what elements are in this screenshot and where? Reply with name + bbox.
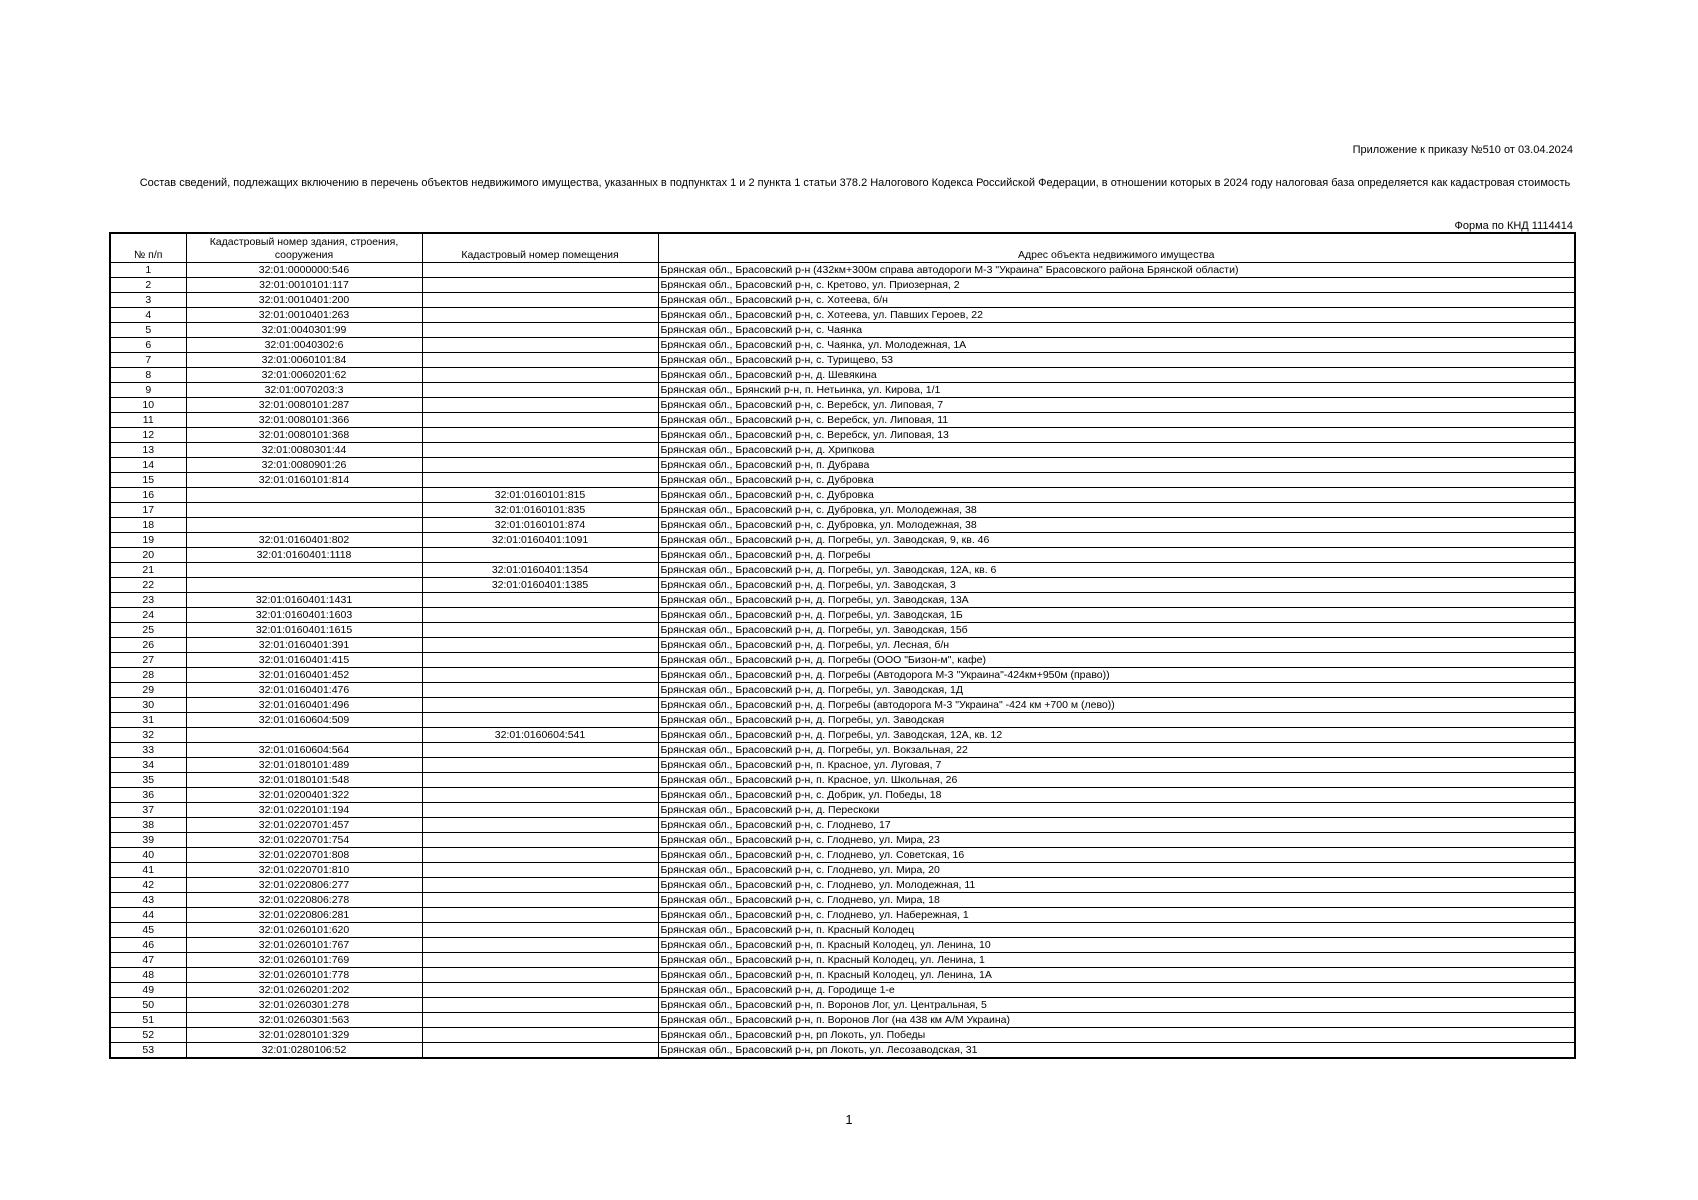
row-number: 30 — [110, 698, 186, 713]
table-row — [110, 368, 1575, 383]
building-cadastral-number: 32:01:0160604:509 — [186, 713, 422, 728]
building-cadastral-number: 32:01:0160604:564 — [186, 743, 422, 758]
table-row — [110, 398, 1575, 413]
building-cadastral-number: 32:01:0260301:278 — [186, 998, 422, 1013]
row-number: 21 — [110, 563, 186, 578]
address: Брянская обл., Брасовский р-н, п. Дубрава — [658, 458, 1575, 473]
table-row — [110, 503, 1575, 518]
premise-cadastral-number — [422, 353, 658, 368]
address: Брянская обл., Брасовский р-н, с. Глоднево, ул. Набережная, 1 — [658, 908, 1575, 923]
premise-cadastral-number — [422, 623, 658, 638]
table-row — [110, 638, 1575, 653]
address: Брянская обл., Брасовский р-н, с. Веребск, ул. Липовая, 11 — [658, 413, 1575, 428]
row-number: 44 — [110, 908, 186, 923]
address: Брянская обл., Брасовский р-н, д. Хрипкова — [658, 443, 1575, 458]
table-row — [110, 968, 1575, 983]
address: Брянская обл., Брасовский р-н, п. Красное, ул. Школьная, 26 — [658, 773, 1575, 788]
table-row — [110, 713, 1575, 728]
premise-cadastral-number — [422, 773, 658, 788]
row-number: 7 — [110, 353, 186, 368]
table-row — [110, 1013, 1575, 1028]
building-cadastral-number: 32:01:0080101:368 — [186, 428, 422, 443]
building-cadastral-number: 32:01:0200401:322 — [186, 788, 422, 803]
row-number: 46 — [110, 938, 186, 953]
table-row — [110, 428, 1575, 443]
row-number: 5 — [110, 323, 186, 338]
table-row — [110, 908, 1575, 923]
premise-cadastral-number — [422, 938, 658, 953]
table-row — [110, 953, 1575, 968]
premise-cadastral-number: 32:01:0160604:541 — [422, 728, 658, 743]
premise-cadastral-number — [422, 398, 658, 413]
appendix-reference: Приложение к приказу №510 от 03.04.2024 — [1352, 144, 1573, 156]
row-number: 51 — [110, 1013, 186, 1028]
building-cadastral-number — [186, 503, 422, 518]
table-row — [110, 473, 1575, 488]
table-row — [110, 1043, 1575, 1059]
building-cadastral-number: 32:01:0010401:263 — [186, 308, 422, 323]
address: Брянская обл., Брасовский р-н, с. Глоднево, ул. Мира, 18 — [658, 893, 1575, 908]
address: Брянская обл., Брасовский р-н, д. Погребы — [658, 548, 1575, 563]
address: Брянская обл., Брасовский р-н, с. Чаянка, ул. Молодежная, 1А — [658, 338, 1575, 353]
premise-cadastral-number — [422, 983, 658, 998]
address: Брянская обл., Брасовский р-н, д. Погребы (автодорога М-3 "Украина" -424 км +700 м (лево)) — [658, 698, 1575, 713]
premise-cadastral-number: 32:01:0160101:835 — [422, 503, 658, 518]
address: Брянская обл., Брасовский р-н, д. Шевякина — [658, 368, 1575, 383]
table-row — [110, 608, 1575, 623]
premise-cadastral-number — [422, 428, 658, 443]
building-cadastral-number: 32:01:0220806:278 — [186, 893, 422, 908]
address: Брянская обл., Брасовский р-н, д. Погребы (ООО "Бизон-м", кафе) — [658, 653, 1575, 668]
address: Брянская обл., Брасовский р-н, с. Кретово, ул. Приозерная, 2 — [658, 278, 1575, 293]
table-row — [110, 263, 1575, 278]
building-cadastral-number — [186, 563, 422, 578]
row-number: 35 — [110, 773, 186, 788]
table-row — [110, 818, 1575, 833]
address: Брянская обл., Брасовский р-н, д. Погребы, ул. Заводская — [658, 713, 1575, 728]
premise-cadastral-number — [422, 998, 658, 1013]
building-cadastral-number — [186, 518, 422, 533]
premise-cadastral-number — [422, 683, 658, 698]
premise-cadastral-number — [422, 368, 658, 383]
address: Брянская обл., Брасовский р-н, с. Глоднево, ул. Мира, 23 — [658, 833, 1575, 848]
building-cadastral-number: 32:01:0160401:1603 — [186, 608, 422, 623]
row-number: 19 — [110, 533, 186, 548]
building-cadastral-number: 32:01:0220701:754 — [186, 833, 422, 848]
premise-cadastral-number — [422, 293, 658, 308]
row-number: 23 — [110, 593, 186, 608]
row-number: 18 — [110, 518, 186, 533]
address: Брянская обл., Брасовский р-н, с. Веребск, ул. Липовая, 13 — [658, 428, 1575, 443]
address: Брянская обл., Брасовский р-н, с. Турищево, 53 — [658, 353, 1575, 368]
building-cadastral-number: 32:01:0160401:1118 — [186, 548, 422, 563]
premise-cadastral-number: 32:01:0160401:1385 — [422, 578, 658, 593]
row-number: 12 — [110, 428, 186, 443]
building-cadastral-number — [186, 488, 422, 503]
table-body — [110, 263, 1575, 1059]
table-row — [110, 533, 1575, 548]
page-number: 1 — [845, 1112, 853, 1127]
premise-cadastral-number — [422, 278, 658, 293]
address: Брянская обл., Брасовский р-н, с. Хотеева, б/н — [658, 293, 1575, 308]
row-number: 4 — [110, 308, 186, 323]
address: Брянская обл., Брасовский р-н, д. Погребы, ул. Заводская, 12А, кв. 6 — [658, 563, 1575, 578]
address: Брянская обл., Брасовский р-н, п. Красный Колодец, ул. Ленина, 10 — [658, 938, 1575, 953]
row-number: 14 — [110, 458, 186, 473]
row-number: 15 — [110, 473, 186, 488]
premise-cadastral-number — [422, 833, 658, 848]
table-row — [110, 383, 1575, 398]
building-cadastral-number: 32:01:0220701:808 — [186, 848, 422, 863]
row-number: 53 — [110, 1043, 186, 1059]
building-cadastral-number: 32:01:0220806:277 — [186, 878, 422, 893]
header-premise-cadastral: Кадастровый номер помещения — [422, 233, 658, 263]
premise-cadastral-number — [422, 383, 658, 398]
premise-cadastral-number — [422, 263, 658, 278]
premise-cadastral-number — [422, 458, 658, 473]
building-cadastral-number: 32:01:0060201:62 — [186, 368, 422, 383]
premise-cadastral-number — [422, 698, 658, 713]
row-number: 13 — [110, 443, 186, 458]
address: Брянская обл., Брасовский р-н, с. Добрик, ул. Победы, 18 — [658, 788, 1575, 803]
building-cadastral-number: 32:01:0260101:769 — [186, 953, 422, 968]
premise-cadastral-number — [422, 638, 658, 653]
premise-cadastral-number — [422, 593, 658, 608]
premise-cadastral-number: 32:01:0160401:1091 — [422, 533, 658, 548]
building-cadastral-number: 32:01:0260201:202 — [186, 983, 422, 998]
premise-cadastral-number — [422, 473, 658, 488]
address: Брянская обл., Брасовский р-н, д. Городище 1-е — [658, 983, 1575, 998]
address: Брянская обл., Брасовский р-н, с. Чаянка — [658, 323, 1575, 338]
premise-cadastral-number — [422, 788, 658, 803]
address: Брянская обл., Брасовский р-н, п. Красный Колодец — [658, 923, 1575, 938]
row-number: 52 — [110, 1028, 186, 1043]
table-row — [110, 488, 1575, 503]
premise-cadastral-number — [422, 878, 658, 893]
premise-cadastral-number — [422, 758, 658, 773]
row-number: 36 — [110, 788, 186, 803]
table-row — [110, 413, 1575, 428]
header-address: Адрес объекта недвижимого имущества — [658, 233, 1575, 263]
table-row — [110, 698, 1575, 713]
row-number: 50 — [110, 998, 186, 1013]
row-number: 38 — [110, 818, 186, 833]
premise-cadastral-number — [422, 953, 658, 968]
table-row — [110, 338, 1575, 353]
row-number: 42 — [110, 878, 186, 893]
address: Брянская обл., Брасовский р-н, д. Погребы, ул. Заводская, 15б — [658, 623, 1575, 638]
table-row — [110, 518, 1575, 533]
building-cadastral-number: 32:01:0220701:457 — [186, 818, 422, 833]
address: Брянская обл., Брасовский р-н, п. Воронов Лог (на 438 км А/М Украина) — [658, 1013, 1575, 1028]
building-cadastral-number: 32:01:0040301:99 — [186, 323, 422, 338]
row-number: 25 — [110, 623, 186, 638]
address: Брянская обл., Брасовский р-н, с. Глоднево, 17 — [658, 818, 1575, 833]
premise-cadastral-number — [422, 863, 658, 878]
form-code: Форма по КНД 1114414 — [1454, 220, 1573, 232]
premise-cadastral-number — [422, 743, 658, 758]
table-row — [110, 578, 1575, 593]
row-number: 3 — [110, 293, 186, 308]
building-cadastral-number: 32:01:0260301:563 — [186, 1013, 422, 1028]
building-cadastral-number: 32:01:0040302:6 — [186, 338, 422, 353]
address: Брянская обл., Брасовский р-н, д. Перескоки — [658, 803, 1575, 818]
address: Брянская обл., Брасовский р-н, д. Погребы, ул. Заводская, 9, кв. 46 — [658, 533, 1575, 548]
address: Брянская обл., Брасовский р-н, д. Погребы, ул. Заводская, 1Д — [658, 683, 1575, 698]
building-cadastral-number: 32:01:0160401:415 — [186, 653, 422, 668]
address: Брянская обл., Брасовский р-н, п. Красное, ул. Луговая, 7 — [658, 758, 1575, 773]
building-cadastral-number: 32:01:0010401:200 — [186, 293, 422, 308]
premise-cadastral-number — [422, 968, 658, 983]
building-cadastral-number: 32:01:0160401:496 — [186, 698, 422, 713]
address: Брянская обл., Брасовский р-н, п. Красный Колодец, ул. Ленина, 1 — [658, 953, 1575, 968]
table-row — [110, 323, 1575, 338]
building-cadastral-number: 32:01:0180101:489 — [186, 758, 422, 773]
row-number: 33 — [110, 743, 186, 758]
row-number: 10 — [110, 398, 186, 413]
row-number: 29 — [110, 683, 186, 698]
address: Брянская обл., Брасовский р-н (432км+300м справа автодороги М-3 "Украина" Брасовского района Брянской области) — [658, 263, 1575, 278]
table-row — [110, 803, 1575, 818]
building-cadastral-number: 32:01:0080301:44 — [186, 443, 422, 458]
premise-cadastral-number — [422, 848, 658, 863]
address: Брянская обл., Брасовский р-н, рп Локоть, ул. Победы — [658, 1028, 1575, 1043]
header-building-cadastral: Кадастровый номер здания, строения, сооружения — [186, 233, 422, 263]
row-number: 11 — [110, 413, 186, 428]
property-register-table — [109, 232, 1576, 1059]
building-cadastral-number: 32:01:0280101:329 — [186, 1028, 422, 1043]
table-row — [110, 278, 1575, 293]
premise-cadastral-number — [422, 548, 658, 563]
row-number: 32 — [110, 728, 186, 743]
table-row — [110, 563, 1575, 578]
table-row — [110, 443, 1575, 458]
row-number: 22 — [110, 578, 186, 593]
building-cadastral-number: 32:01:0220806:281 — [186, 908, 422, 923]
header-number: № п/п — [110, 233, 186, 263]
row-number: 45 — [110, 923, 186, 938]
table-row — [110, 938, 1575, 953]
premise-cadastral-number — [422, 923, 658, 938]
row-number: 43 — [110, 893, 186, 908]
address: Брянская обл., Брасовский р-н, с. Глоднево, ул. Мира, 20 — [658, 863, 1575, 878]
premise-cadastral-number: 32:01:0160101:874 — [422, 518, 658, 533]
row-number: 49 — [110, 983, 186, 998]
building-cadastral-number: 32:01:0000000:546 — [186, 263, 422, 278]
premise-cadastral-number — [422, 908, 658, 923]
table-row — [110, 593, 1575, 608]
building-cadastral-number: 32:01:0010101:117 — [186, 278, 422, 293]
table-row — [110, 353, 1575, 368]
premise-cadastral-number: 32:01:0160401:1354 — [422, 563, 658, 578]
building-cadastral-number: 32:01:0080101:366 — [186, 413, 422, 428]
premise-cadastral-number — [422, 608, 658, 623]
premise-cadastral-number — [422, 323, 658, 338]
table-row — [110, 308, 1575, 323]
row-number: 28 — [110, 668, 186, 683]
address: Брянская обл., Брасовский р-н, с. Веребск, ул. Липовая, 7 — [658, 398, 1575, 413]
premise-cadastral-number — [422, 1013, 658, 1028]
building-cadastral-number: 32:01:0160401:476 — [186, 683, 422, 698]
table-row — [110, 863, 1575, 878]
building-cadastral-number: 32:01:0260101:767 — [186, 938, 422, 953]
row-number: 17 — [110, 503, 186, 518]
row-number: 6 — [110, 338, 186, 353]
building-cadastral-number: 32:01:0220701:810 — [186, 863, 422, 878]
address: Брянская обл., Брасовский р-н, с. Глоднево, ул. Советская, 16 — [658, 848, 1575, 863]
building-cadastral-number: 32:01:0160101:814 — [186, 473, 422, 488]
address: Брянская обл., Брянский р-н, п. Нетьинка, ул. Кирова, 1/1 — [658, 383, 1575, 398]
table-row — [110, 548, 1575, 563]
building-cadastral-number: 32:01:0260101:620 — [186, 923, 422, 938]
address: Брянская обл., Брасовский р-н, с. Дубровка — [658, 488, 1575, 503]
premise-cadastral-number — [422, 653, 658, 668]
building-cadastral-number: 32:01:0160401:802 — [186, 533, 422, 548]
address: Брянская обл., Брасовский р-н, рп Локоть, ул. Лесозаводская, 31 — [658, 1043, 1575, 1059]
building-cadastral-number: 32:01:0160401:391 — [186, 638, 422, 653]
building-cadastral-number: 32:01:0260101:778 — [186, 968, 422, 983]
table-row — [110, 983, 1575, 998]
address: Брянская обл., Брасовский р-н, с. Дубровка, ул. Молодежная, 38 — [658, 518, 1575, 533]
table-row — [110, 833, 1575, 848]
table-row — [110, 653, 1575, 668]
address: Брянская обл., Брасовский р-н, д. Погребы, ул. Лесная, б/н — [658, 638, 1575, 653]
row-number: 9 — [110, 383, 186, 398]
building-cadastral-number — [186, 728, 422, 743]
building-cadastral-number: 32:01:0280106:52 — [186, 1043, 422, 1059]
table-row — [110, 923, 1575, 938]
table-row — [110, 893, 1575, 908]
building-cadastral-number — [186, 578, 422, 593]
building-cadastral-number: 32:01:0070203:3 — [186, 383, 422, 398]
premise-cadastral-number — [422, 413, 658, 428]
premise-cadastral-number — [422, 338, 658, 353]
address: Брянская обл., Брасовский р-н, с. Хотеева, ул. Павших Героев, 22 — [658, 308, 1575, 323]
address: Брянская обл., Брасовский р-н, д. Погребы, ул. Заводская, 3 — [658, 578, 1575, 593]
table-row — [110, 623, 1575, 638]
table-row — [110, 728, 1575, 743]
premise-cadastral-number — [422, 1028, 658, 1043]
table-row — [110, 773, 1575, 788]
table-row — [110, 743, 1575, 758]
row-number: 48 — [110, 968, 186, 983]
premise-cadastral-number — [422, 443, 658, 458]
building-cadastral-number: 32:01:0080901:26 — [186, 458, 422, 473]
premise-cadastral-number — [422, 308, 658, 323]
table-row — [110, 668, 1575, 683]
building-cadastral-number: 32:01:0180101:548 — [186, 773, 422, 788]
table-row — [110, 998, 1575, 1013]
address: Брянская обл., Брасовский р-н, д. Погребы (Автодорога М-3 "Украина"-424км+950м (право)) — [658, 668, 1575, 683]
address: Брянская обл., Брасовский р-н, п. Красный Колодец, ул. Ленина, 1А — [658, 968, 1575, 983]
address: Брянская обл., Брасовский р-н, д. Погребы, ул. Вокзальная, 22 — [658, 743, 1575, 758]
building-cadastral-number: 32:01:0160401:1431 — [186, 593, 422, 608]
address: Брянская обл., Брасовский р-н, с. Дубровка — [658, 473, 1575, 488]
premise-cadastral-number — [422, 818, 658, 833]
building-cadastral-number: 32:01:0220101:194 — [186, 803, 422, 818]
row-number: 20 — [110, 548, 186, 563]
building-cadastral-number: 32:01:0080101:287 — [186, 398, 422, 413]
row-number: 8 — [110, 368, 186, 383]
row-number: 1 — [110, 263, 186, 278]
table-row — [110, 848, 1575, 863]
row-number: 16 — [110, 488, 186, 503]
row-number: 27 — [110, 653, 186, 668]
table-row — [110, 293, 1575, 308]
building-cadastral-number: 32:01:0160401:1615 — [186, 623, 422, 638]
premise-cadastral-number — [422, 803, 658, 818]
row-number: 41 — [110, 863, 186, 878]
table-row — [110, 878, 1575, 893]
premise-cadastral-number — [422, 1043, 658, 1059]
address: Брянская обл., Брасовский р-н, д. Погребы, ул. Заводская, 13А — [658, 593, 1575, 608]
row-number: 47 — [110, 953, 186, 968]
address: Брянская обл., Брасовский р-н, д. Погребы, ул. Заводская, 12А, кв. 12 — [658, 728, 1575, 743]
document-title: Состав сведений, подлежащих включению в перечень объектов недвижимого имущества, указанных в подпунктах 1 и 2 пункта 1 статьи 378.2 Налогового Кодекса Российской Федерации, в отношении которых в 2024 году налоговая база определяется как кадастровая стоимость — [139, 177, 1571, 189]
row-number: 39 — [110, 833, 186, 848]
row-number: 40 — [110, 848, 186, 863]
premise-cadastral-number — [422, 713, 658, 728]
address: Брянская обл., Брасовский р-н, п. Воронов Лог, ул. Центральная, 5 — [658, 998, 1575, 1013]
row-number: 34 — [110, 758, 186, 773]
premise-cadastral-number — [422, 668, 658, 683]
building-cadastral-number: 32:01:0060101:84 — [186, 353, 422, 368]
premise-cadastral-number: 32:01:0160101:815 — [422, 488, 658, 503]
table-header-row — [110, 233, 1575, 263]
row-number: 37 — [110, 803, 186, 818]
address: Брянская обл., Брасовский р-н, с. Глоднево, ул. Молодежная, 11 — [658, 878, 1575, 893]
table-row — [110, 458, 1575, 473]
building-cadastral-number: 32:01:0160401:452 — [186, 668, 422, 683]
table-row — [110, 788, 1575, 803]
table-row — [110, 758, 1575, 773]
row-number: 31 — [110, 713, 186, 728]
row-number: 2 — [110, 278, 186, 293]
table-row — [110, 1028, 1575, 1043]
address: Брянская обл., Брасовский р-н, д. Погребы, ул. Заводская, 1Б — [658, 608, 1575, 623]
row-number: 26 — [110, 638, 186, 653]
address: Брянская обл., Брасовский р-н, с. Дубровка, ул. Молодежная, 38 — [658, 503, 1575, 518]
table-row — [110, 683, 1575, 698]
premise-cadastral-number — [422, 893, 658, 908]
row-number: 24 — [110, 608, 186, 623]
